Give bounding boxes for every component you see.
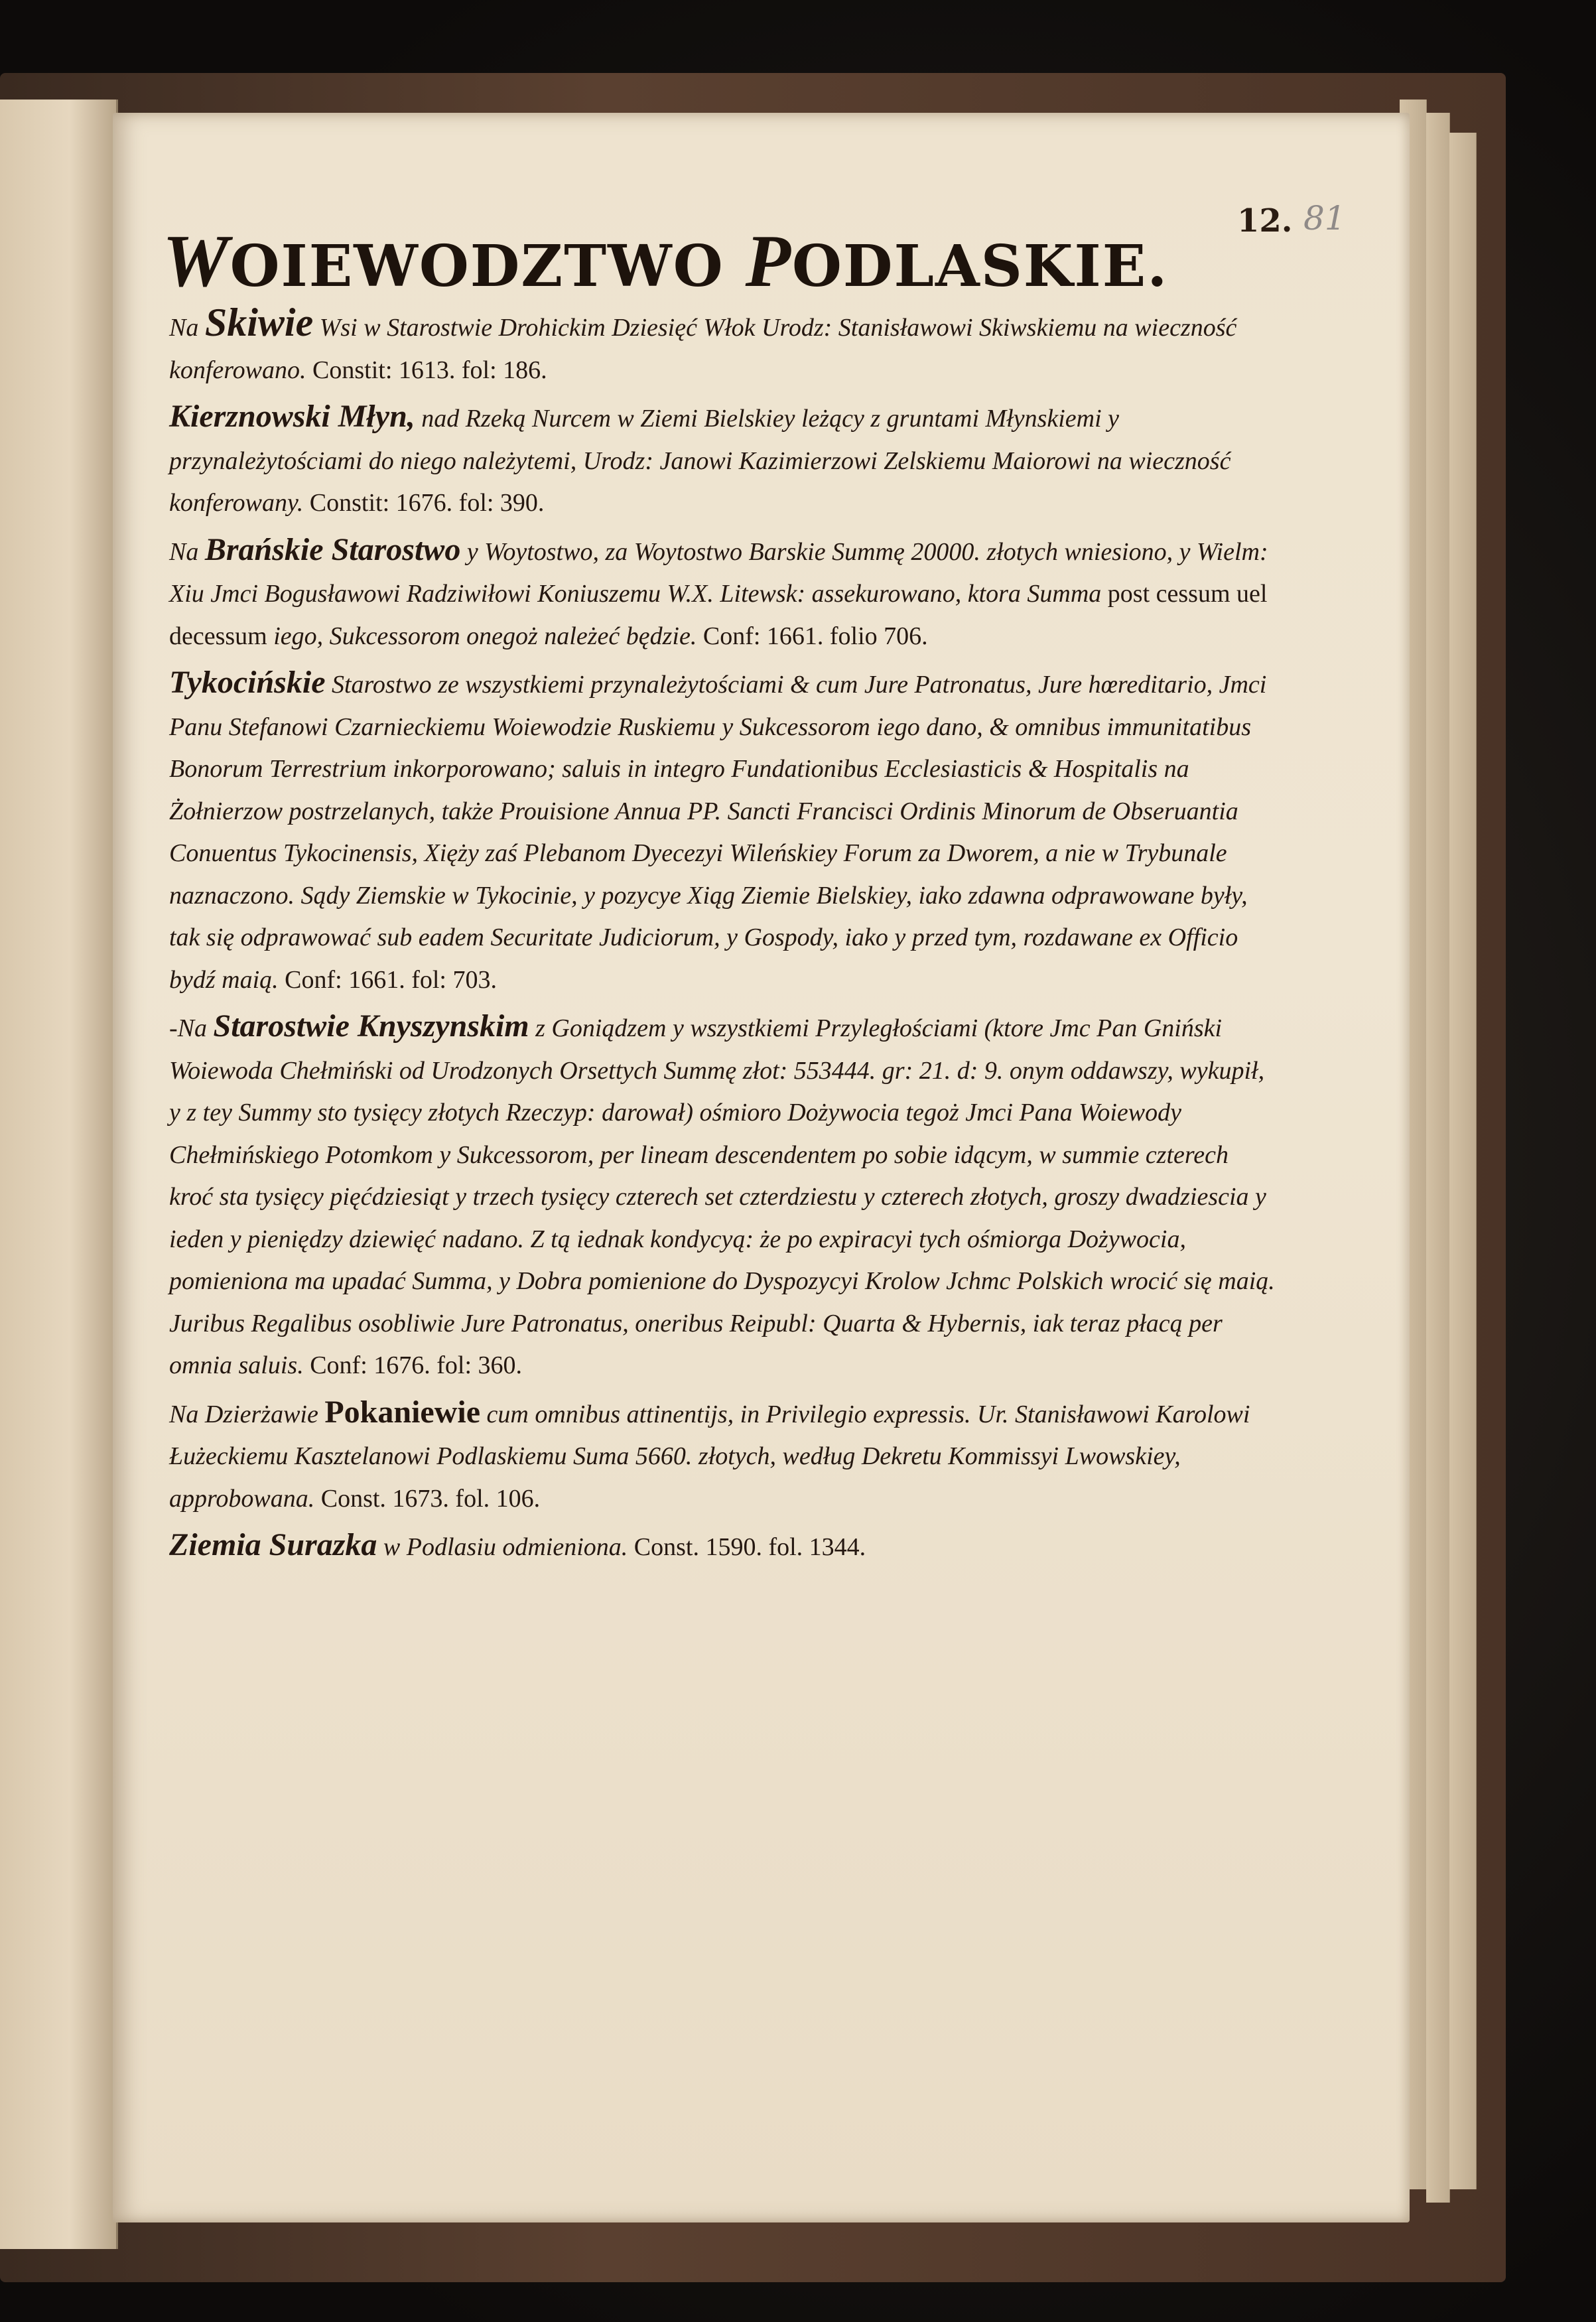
entry-text: z Goniądzem y wszystkiemi Przyległościami (ktore Jmc Pan Gniński Woiewoda Chełmiński od Urodzonych Orsettych Summę złot: 553444. gr: 21. d: 9. onym oddawszy, wykupił, y z tey Summy sto tysięcy złotych Rzeczyp: darował) ośmioro Dożywocia tegoż Jmci Pana Woiewody Chełmińskiego Potomkom y Sukcessorom, per lineam descendentem po sobie idącym, w summie czterech kroć sta tysięcy pięćdziesiąt y trzech tysięcy czterech set czterdziestu y czterech złotych, groszy dwadziescia y ieden y pieniędzy dziewięć nadano. Z tą iednak kondycyą: że po expiracyi tych ośmiorga Dożywocia, pomieniona ma upadać Summa, y Dobra pomienione do Dyspozycyi Krolow Jchmc Polskich wrocić się maią. Juribus Regalibus osobliwie Jure Patronatus, oneribus Reipubl: Quarta & Hybernis, iak teraz płacą per omnia saluis. <box>169 1014 1275 1379</box>
page-number: 12. <box>1237 202 1293 239</box>
entry-reference: Conf: 1661. fol: 703. <box>278 965 497 994</box>
entry-text: y Woytostwo, za Woytostwo Barskie Summę 20000. złotych wniesiono, y Wielm: Xiu Jmci Bogusławowi Radziwiłowi Koniuszemu W.X. Litewsk: assekurowano, ktora Summa <box>169 537 1268 608</box>
entry-prefix: Na <box>169 537 205 566</box>
page-stack-edge <box>1449 133 1477 2189</box>
entry-prefix: Na Dzierżawie <box>169 1400 325 1428</box>
title-word-1: OIEWODZTWO <box>230 233 724 300</box>
entry-heading: Kierznowski Młyn, <box>169 399 415 434</box>
entry-latin: post cessum uel decessum <box>169 580 1268 650</box>
entry-heading: Tykocińskie <box>169 665 326 700</box>
entry-reference: Const. 1590. fol. 1344. <box>628 1533 866 1561</box>
entry-reference: Constit: 1613. fol: 186. <box>306 356 547 384</box>
entry-prefix: Na <box>169 314 205 342</box>
pencil-folio-number: 81 <box>1303 199 1346 238</box>
entry-reference: Conf: 1661. folio 706. <box>697 622 928 650</box>
entry-pokaniewie <box>169 1391 1277 1521</box>
entry-text: cum omnibus attinentijs, in Privilegio expressis. Ur. Stanisławowi Karolowi Łużeckiemu Kasztelanowi Podlaskiemu Suma 5660. złotych, według Dekretu Kommissyi Lwowskiey, approbowana. <box>169 1400 1250 1513</box>
entry-prefix: -Na <box>169 1014 214 1042</box>
entry-text: iego, Sukcessorom onegoż należeć będzie. <box>267 622 697 650</box>
entry-heading: Brańskie Starostwo <box>204 531 461 567</box>
entry-surazka <box>169 1524 1277 1569</box>
entry-heading: Starostwie Knyszynskim <box>213 1008 529 1044</box>
title-initial-w: W <box>163 220 230 303</box>
page-title <box>163 219 1169 305</box>
entry-branskie <box>169 529 1277 658</box>
entry-reference: Constit: 1676. fol: 390. <box>303 489 545 517</box>
entry-text: Starostwo ze wszystkiemi przynależytościami & cum Jure Patronatus, Jure hœreditario, Jmci Panu Stefanowi Czarnieckiemu Woiewodzie Ruskiemu y Sukcessorom iego dano, & omnibus immunitatibus Bonorum Terrestrium inkorporowano; saluis in integro Fundationibus Ecclesiasticis & Hospitalis na Żołnierzow postrzelanych, także Prouisione Annua PP. Sancti Francisci Ordinis Minorum de Obseruantia Conuentus Tykocinensis, Xięży zaś Plebanom Dyecezyi Wileńskiey Forum za Dworem, a nie w Trybunale naznaczono. Sądy Ziemskie w Tykocinie, y pozycye Xiąg Ziemie Bielskiey, iako zdawna odprawowane były, tak się odprawować sub eadem Securitate Judiciorum, y Gospody, iako y przed tym, rozdawane ex Officio bydź maią. <box>169 671 1267 994</box>
entry-knyszynskim <box>169 1005 1277 1387</box>
left-page-edge <box>0 100 118 2249</box>
entry-heading: Skiwie <box>204 301 314 344</box>
entry-tykocinskie <box>169 661 1277 1001</box>
page-stack-edge <box>1426 113 1450 2203</box>
entry-heading: Ziemia Surazka <box>169 1527 377 1562</box>
title-initial-p: P <box>745 220 793 303</box>
entry-kierznowski <box>169 395 1277 525</box>
entry-reference: Const. 1673. fol. 106. <box>314 1484 541 1513</box>
entry-heading: Pokaniewie <box>324 1394 481 1430</box>
entry-text: Wsi w Starostwie Drohickim Dziesięć Włok Urodz: Stanisławowi Skiwskiemu na wieczność konferowano. <box>169 314 1237 384</box>
entry-skiwie <box>169 302 1277 391</box>
entry-text: w Podlasiu odmieniona. <box>377 1533 628 1561</box>
title-word-2: ODLASKIE. <box>792 233 1169 300</box>
entry-text: nad Rzeką Nurcem w Ziemi Bielskiey leżący z gruntami Młynskiemi y przynależytościami do niego należytemi, Urodz: Janowi Kazimierzowi Zelskiemu Maiorowi na wieczność konferowany. <box>169 405 1231 517</box>
entry-reference: Conf: 1676. fol: 360. <box>303 1351 523 1379</box>
page-body <box>169 302 1277 1573</box>
